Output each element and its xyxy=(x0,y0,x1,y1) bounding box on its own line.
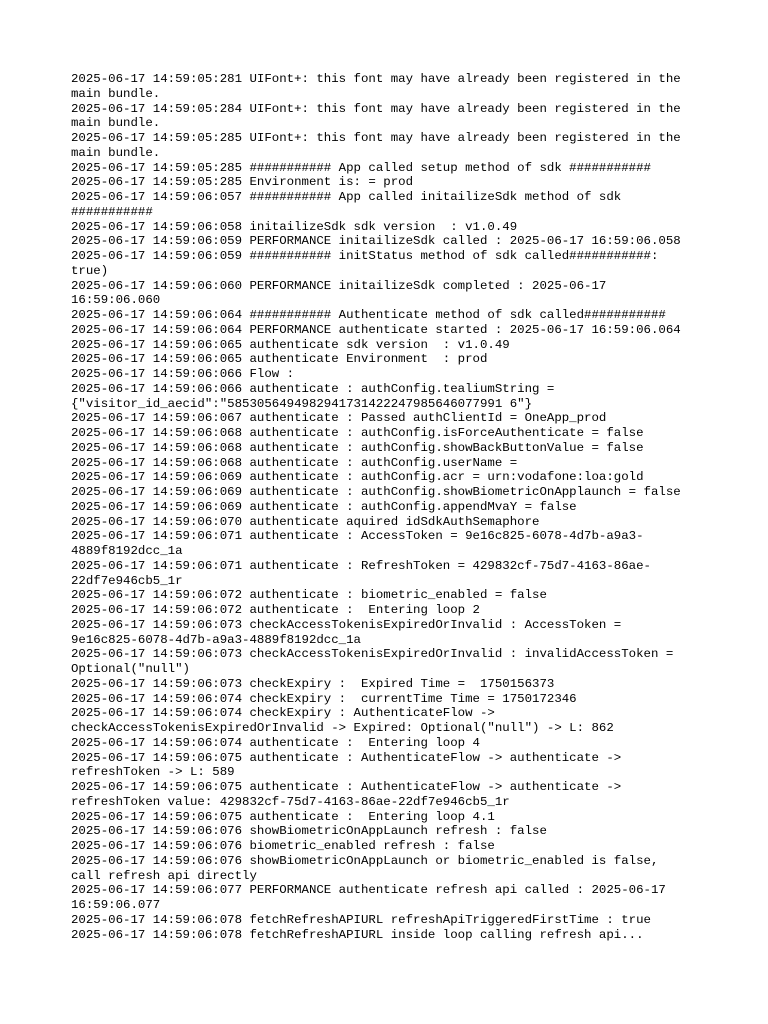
log-line: 2025-06-17 14:59:06:075 authenticate : Entering loop 4.1 xyxy=(71,809,495,824)
log-line: 2025-06-17 14:59:06:059 ########### initStatus method of sdk called###########: xyxy=(71,249,659,263)
log-line: 2025-06-17 14:59:06:076 biometric_enabled refresh : false xyxy=(71,839,495,853)
log-line: 2025-06-17 14:59:06:069 authenticate : authConfig.acr = urn:vodafone:loa:gold xyxy=(71,470,644,485)
log-line: refreshToken value: 429832cf-75d7-4163-86ae-22df7e946cb5_1r xyxy=(71,794,510,809)
log-line: 2025-06-17 14:59:06:060 PERFORMANCE initailizeSdk completed : 2025-06-17 xyxy=(71,278,607,293)
log-line: 2025-06-17 14:59:06:072 authenticate : Entering loop 2 xyxy=(71,603,480,617)
log-line: checkAccessTokenisExpiredOrInvalid -> Expired: Optional("null") -> L: 862 xyxy=(71,721,614,735)
log-line: 2025-06-17 14:59:05:285 Environment is: = prod xyxy=(71,175,414,190)
log-line: 2025-06-17 14:59:06:075 authenticate : AuthenticateFlow -> authenticate -> xyxy=(71,780,622,794)
log-line: 2025-06-17 14:59:06:068 authenticate : authConfig.userName = xyxy=(71,455,518,470)
log-line: Optional("null") xyxy=(71,662,190,676)
log-line: 4889f8192dcc_1a xyxy=(71,544,183,558)
log-line: 2025-06-17 14:59:06:078 fetchRefreshAPIURL refreshApiTriggeredFirstTime : true xyxy=(71,912,651,927)
log-line: 2025-06-17 14:59:06:076 showBiometricOnAppLaunch refresh : false xyxy=(71,824,547,839)
log-line: 2025-06-17 14:59:06:073 checkAccessTokenisExpiredOrInvalid : AccessToken = xyxy=(71,617,622,632)
log-line: 2025-06-17 14:59:06:069 authenticate : authConfig.appendMvaY = false xyxy=(71,499,577,514)
log-line: true) xyxy=(71,263,109,278)
log-line: {"visitor_id_aecid":"5853056494982941731422247985646077991 6"} xyxy=(71,396,533,411)
log-line: 2025-06-17 14:59:06:071 authenticate : AccessToken = 9e16c825-6078-4d7b-a9a3- xyxy=(71,529,644,544)
log-line: 2025-06-17 14:59:06:059 PERFORMANCE initailizeSdk called : 2025-06-17 16:59:06.058 xyxy=(71,234,681,249)
log-line: main bundle. xyxy=(71,145,161,160)
log-line: 9e16c825-6078-4d7b-a9a3-4889f8192dcc_1a xyxy=(71,632,361,647)
log-line: 2025-06-17 14:59:06:075 authenticate : AuthenticateFlow -> authenticate -> xyxy=(71,750,622,765)
log-line: 16:59:06.060 xyxy=(71,293,161,308)
log-line: 2025-06-17 14:59:06:071 authenticate : RefreshToken = 429832cf-75d7-4163-86ae- xyxy=(71,558,651,573)
log-line: 22df7e946cb5_1r xyxy=(71,573,183,588)
log-line: 2025-06-17 14:59:06:066 Flow : xyxy=(71,367,295,381)
log-line: 2025-06-17 14:59:06:066 authenticate : authConfig.tealiumString = xyxy=(71,381,555,396)
log-line: 2025-06-17 14:59:06:065 authenticate sdk version : v1.0.49 xyxy=(71,337,510,352)
log-line: 2025-06-17 14:59:06:074 checkExpiry : currentTime Time = 1750172346 xyxy=(71,691,577,706)
log-line: 2025-06-17 14:59:06:064 ########### Authenticate method of sdk called########### xyxy=(71,308,666,322)
log-line: 2025-06-17 14:59:06:064 PERFORMANCE authenticate started : 2025-06-17 16:59:06.064 xyxy=(71,322,681,337)
log-line: 2025-06-17 14:59:06:076 showBiometricOnAppLaunch or biometric_enabled is false, xyxy=(71,853,659,868)
log-line: 2025-06-17 14:59:06:068 authenticate : authConfig.isForceAuthenticate = false xyxy=(71,426,644,440)
log-line: 2025-06-17 14:59:05:281 UIFont+: this font may have already been registered in the xyxy=(71,72,681,86)
log-line: 2025-06-17 14:59:06:073 checkAccessTokenisExpiredOrInvalid : invalidAccessToken = xyxy=(71,647,674,662)
log-line: 2025-06-17 14:59:06:070 authenticate aquired idSdkAuthSemaphore xyxy=(71,514,540,529)
log-line: 2025-06-17 14:59:06:057 ########### App called initailizeSdk method of sdk xyxy=(71,190,622,204)
log-line: main bundle. xyxy=(71,86,161,101)
log-line: 2025-06-17 14:59:06:067 authenticate : Passed authClientId = OneApp_prod xyxy=(71,411,607,426)
log-line: 2025-06-17 14:59:05:284 UIFont+: this font may have already been registered in the xyxy=(71,101,681,116)
log-line: ########### xyxy=(71,204,153,219)
log-line: 2025-06-17 14:59:06:058 initailizeSdk sdk version : v1.0.49 xyxy=(71,219,518,234)
log-line: 2025-06-17 14:59:06:065 authenticate Environment : prod xyxy=(71,352,488,367)
log-line: 2025-06-17 14:59:06:078 fetchRefreshAPIURL inside loop calling refresh api... xyxy=(71,927,644,942)
log-line: 2025-06-17 14:59:06:074 checkExpiry : AuthenticateFlow -> xyxy=(71,706,495,721)
log-line: 2025-06-17 14:59:06:073 checkExpiry : Expired Time = 1750156373 xyxy=(71,676,555,691)
log-line: 2025-06-17 14:59:06:072 authenticate : biometric_enabled = false xyxy=(71,588,547,603)
log-line: 2025-06-17 14:59:06:074 authenticate : Entering loop 4 xyxy=(71,735,480,750)
log-line: refreshToken -> L: 589 xyxy=(71,765,235,780)
log-document xyxy=(71,72,701,942)
log-line: 2025-06-17 14:59:06:077 PERFORMANCE authenticate refresh api called : 2025-06-17 xyxy=(71,883,666,898)
log-line: 2025-06-17 14:59:05:285 ########### App called setup method of sdk ########### xyxy=(71,160,651,175)
log-line: 16:59:06.077 xyxy=(71,898,161,912)
log-line: 2025-06-17 14:59:06:068 authenticate : authConfig.showBackButtonValue = false xyxy=(71,440,644,455)
log-line: main bundle. xyxy=(71,116,161,131)
log-line: 2025-06-17 14:59:05:285 UIFont+: this font may have already been registered in the xyxy=(71,131,681,145)
log-line: call refresh api directly xyxy=(71,868,257,883)
log-line: 2025-06-17 14:59:06:069 authenticate : authConfig.showBiometricOnApplaunch = false xyxy=(71,485,681,499)
